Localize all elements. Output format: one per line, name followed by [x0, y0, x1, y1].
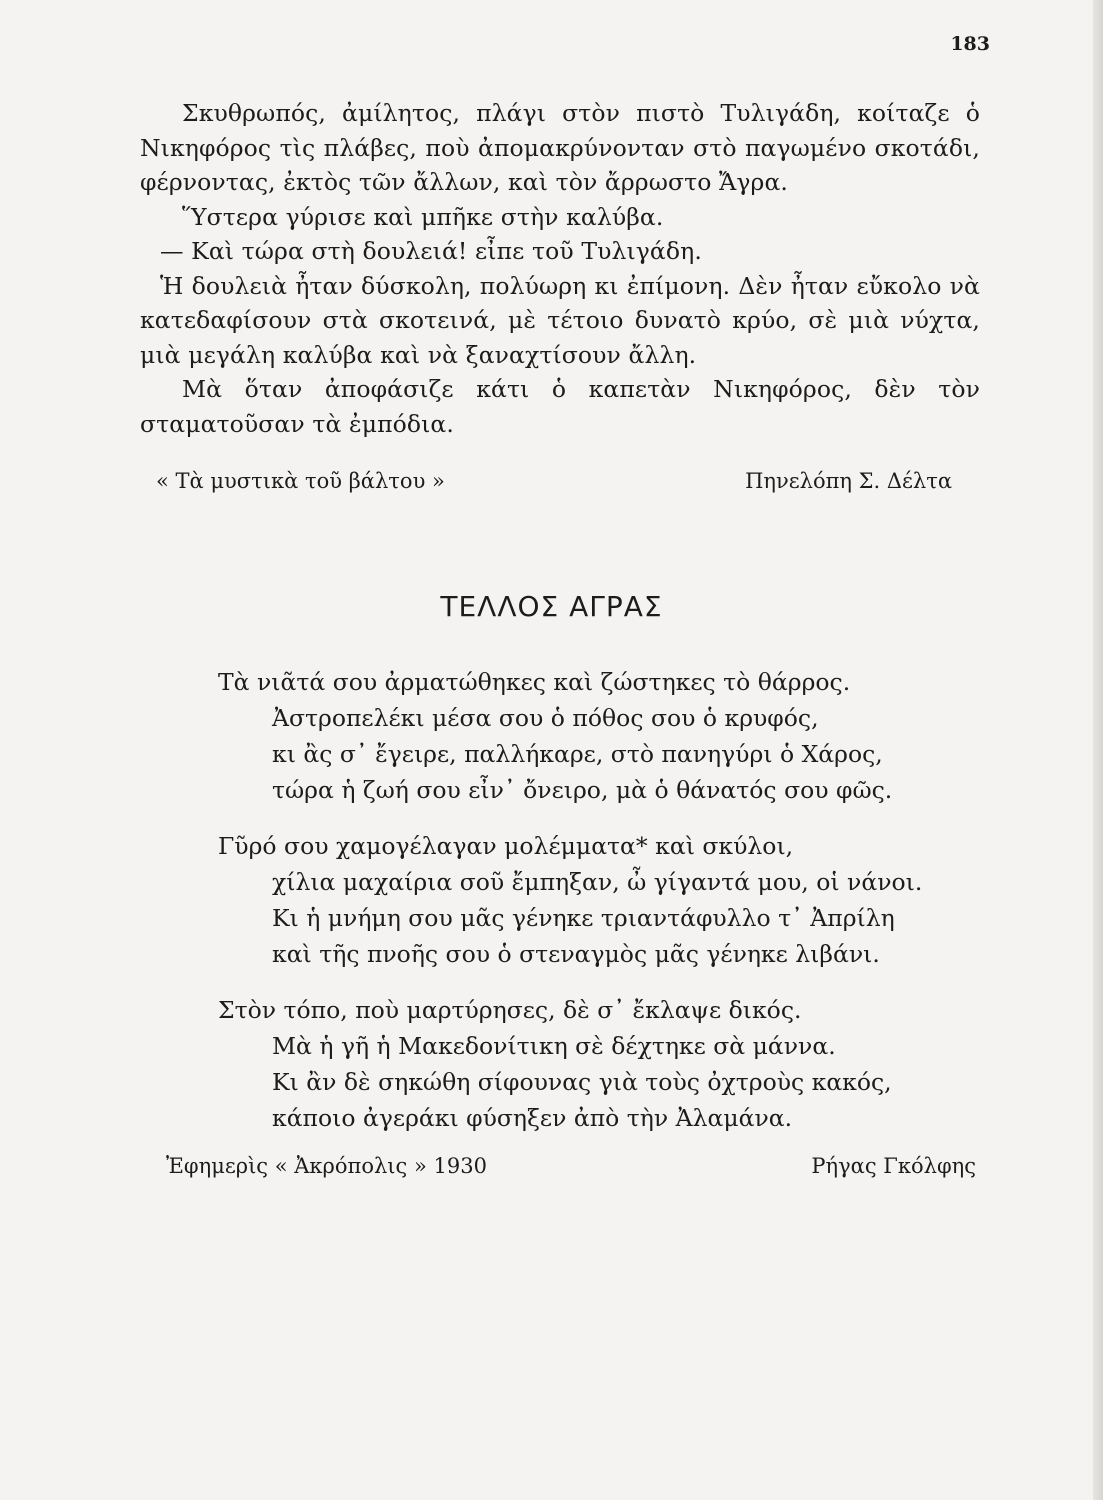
poem-line: Μὰ ἡ γῆ ἡ Μακεδονίτικη σὲ δέχτηκε σὰ μάννα. [272, 1032, 836, 1060]
poem-line: κι ἂς σ᾿ ἔγειρε, παλλήκαρε, στὸ πανηγύρι ὁ Χάρος, [272, 740, 883, 768]
page-number: 183 [950, 33, 990, 55]
poem-author: Ρήγας Γκόλφης [811, 1154, 976, 1178]
prose-paragraph: Ἡ δουλειὰ ἦταν δύσκολη, πολύωρη κι ἐπίμονη. Δὲν ἦταν εὔκολο νὰ κατεδαφίσουν στὰ σκοτεινά, μὲ τέτοιο δυνατὸ κρύο, σὲ μιὰ νύχτα, μιὰ μεγάλη καλύβα καὶ νὰ ξαναχτίσουν ἄλλη. [140, 271, 980, 369]
poem-stanza [218, 828, 998, 972]
poem-line: τώρα ἡ ζωή σου εἶν᾿ ὄνειρο, μὰ ὁ θάνατός σου φῶς. [272, 776, 893, 804]
poem-line: Ἀστροπελέκι μέσα σου ὁ πόθος σου ὁ κρυφός, [272, 704, 819, 732]
poem-source: Ἐφημερὶς « Ἀκρόπολις » 1930 [166, 1154, 487, 1178]
prose-paragraph: Ὕστερα γύρισε καὶ μπῆκε στὴν καλύβα. [182, 202, 664, 231]
page-edge-shadow [1093, 0, 1103, 1500]
poem-title: ΤΕΛΛΟΣ ΑΓΡΑΣ [440, 590, 663, 623]
poem [218, 664, 998, 1156]
excerpt-source-title: « Τὰ μυστικὰ τοῦ βάλτου » [156, 469, 445, 493]
excerpt-author: Πηνελόπη Σ. Δέλτα [745, 469, 952, 493]
poem-line: Κι ἂν δὲ σηκώθη σίφουνας γιὰ τοὺς ὀχτροὺς κακός, [272, 1068, 892, 1096]
poem-stanza [218, 664, 998, 808]
poem-line: Κι ἡ μνήμη σου μᾶς γένηκε τριαντάφυλλο τ᾿ Ἀπρίλη [272, 904, 895, 932]
prose-excerpt [140, 96, 980, 441]
poem-line: χίλια μαχαίρια σοῦ ἔμπηξαν, ὦ γίγαντά μου, οἱ νάνοι. [272, 868, 923, 896]
prose-paragraph: Μὰ ὅταν ἀποφάσιζε κάτι ὁ καπετὰν Νικηφόρος, δὲν τὸν σταματοῦσαν τὰ ἐμπόδια. [140, 375, 980, 438]
poem-line: Τὰ νιᾶτά σου ἀρματώθηκες καὶ ζώστηκες τὸ θάρρος. [218, 668, 851, 696]
poem-line: Στὸν τόπο, ποὺ μαρτύρησες, δὲ σ᾿ ἔκλαψε δικός. [218, 996, 802, 1024]
poem-line: Γῦρό σου χαμογέλαγαν μολέμματα* καὶ σκύλοι, [218, 832, 794, 860]
poem-line: καὶ τῆς πνοῆς σου ὁ στεναγμὸς μᾶς γένηκε λιβάνι. [272, 940, 880, 968]
prose-paragraph: Σκυθρωπός, ἀμίλητος, πλάγι στὸν πιστὸ Τυλιγάδη, κοίταζε ὁ Νικηφόρος τὶς πλάβες, ποὺ ἀπομακρύνονταν στὸ παγωμένο σκοτάδι, φέρνοντας, ἐκτὸς τῶν ἄλλων, καὶ τὸν ἄρρωστο Ἄγρα. [140, 99, 980, 196]
prose-paragraph: — Καὶ τώρα στὴ δουλειά! εἶπε τοῦ Τυλιγάδη. [160, 237, 702, 265]
poem-line: κάποιο ἀγεράκι φύσηξεν ἀπὸ τὴν Ἀλαμάνα. [272, 1104, 793, 1132]
poem-stanza [218, 992, 998, 1136]
